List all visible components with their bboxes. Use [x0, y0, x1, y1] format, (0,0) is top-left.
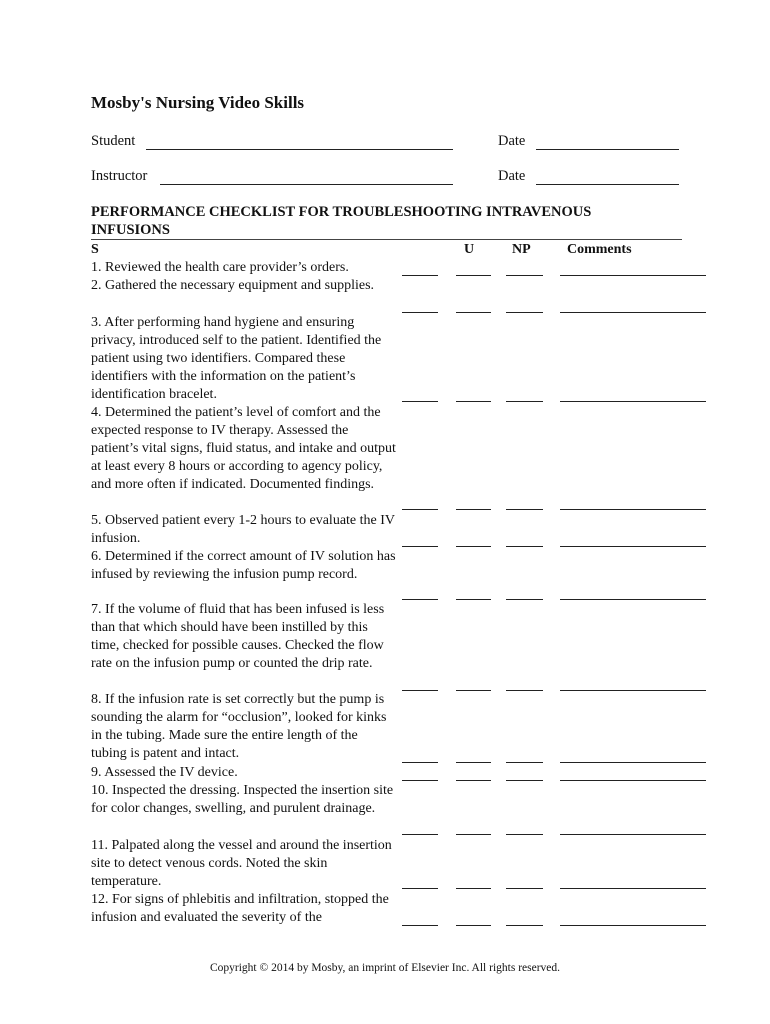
s-blank[interactable]: [402, 690, 438, 691]
np-blank[interactable]: [506, 925, 543, 926]
u-blank[interactable]: [456, 780, 491, 781]
s-blank[interactable]: [402, 546, 438, 547]
u-blank[interactable]: [456, 690, 491, 691]
checklist-step: 5. Observed patient every 1-2 hours to evaluate the IV infusion.: [91, 513, 395, 546]
np-blank[interactable]: [506, 888, 543, 889]
u-blank[interactable]: [456, 509, 491, 510]
student-field[interactable]: [146, 149, 453, 150]
date-label: Date: [498, 168, 526, 184]
student-label: Student: [91, 133, 136, 149]
column-header-np: NP: [512, 242, 531, 257]
u-blank[interactable]: [456, 762, 491, 763]
instructor-field[interactable]: [160, 184, 453, 185]
comments-blank[interactable]: [560, 780, 706, 781]
u-blank[interactable]: [456, 401, 491, 402]
instructor-label: Instructor: [91, 168, 148, 184]
comments-blank[interactable]: [560, 599, 706, 600]
page-title: Mosby's Nursing Video Skills: [91, 93, 305, 112]
checklist-step: 11. Palpated along the vessel and around the insertion site to detect venous cords. Noted the skin temperature.: [91, 838, 392, 889]
np-blank[interactable]: [506, 401, 543, 402]
checklist-step: 1. Reviewed the health care provider’s orders.: [91, 260, 349, 275]
u-blank[interactable]: [456, 888, 491, 889]
u-blank[interactable]: [456, 834, 491, 835]
np-blank[interactable]: [506, 312, 543, 313]
s-blank[interactable]: [402, 312, 438, 313]
date-label: Date: [498, 133, 526, 149]
comments-blank[interactable]: [560, 509, 706, 510]
copyright-footer: Copyright © 2014 by Mosby, an imprint of Elsevier Inc. All rights reserved.: [209, 962, 561, 974]
comments-blank[interactable]: [560, 312, 706, 313]
s-blank[interactable]: [402, 925, 438, 926]
column-header-comments: Comments: [567, 242, 632, 257]
checklist-step: 10. Inspected the dressing. Inspected the insertion site for color changes, swelling, and purulent drainage.: [91, 783, 394, 816]
s-blank[interactable]: [402, 780, 438, 781]
s-blank[interactable]: [402, 834, 438, 835]
comments-blank[interactable]: [560, 275, 706, 276]
column-header-s: S: [91, 242, 99, 257]
student-date-field[interactable]: [536, 149, 679, 150]
comments-blank[interactable]: [560, 834, 706, 835]
comments-blank[interactable]: [560, 546, 706, 547]
checklist-step: 6. Determined if the correct amount of IV solution has infused by reviewing the infusion pump record.: [91, 549, 396, 582]
s-blank[interactable]: [402, 509, 438, 510]
comments-blank[interactable]: [560, 925, 706, 926]
column-header-u: U: [464, 242, 475, 257]
s-blank[interactable]: [402, 275, 438, 276]
s-blank[interactable]: [402, 599, 438, 600]
np-blank[interactable]: [506, 509, 543, 510]
u-blank[interactable]: [456, 546, 491, 547]
heading-rule: [91, 239, 682, 240]
instructor-date-field[interactable]: [536, 184, 679, 185]
comments-blank[interactable]: [560, 888, 706, 889]
u-blank[interactable]: [456, 275, 491, 276]
u-blank[interactable]: [456, 599, 491, 600]
checklist-step: 7. If the volume of fluid that has been infused is less than that which should have been instilled by this time, checked for possible causes. Checked the flow rate on the infusion pump or counted the drip rate.: [91, 602, 385, 671]
checklist-step: 3. After performing hand hygiene and ensuring privacy, introduced self to the patient. Identified the patient using two identifiers. Compared these identifiers with the information on the patient’s identification bracelet.: [91, 315, 382, 402]
checklist-step: 8. If the infusion rate is set correctly but the pump is sounding the alarm for “occlusion”, looked for kinks in the tubing. Made sure the entire length of the tubing is patent and intact.: [91, 692, 387, 761]
s-blank[interactable]: [402, 762, 438, 763]
np-blank[interactable]: [506, 275, 543, 276]
checklist-heading: [91, 203, 691, 239]
comments-blank[interactable]: [560, 762, 706, 763]
checklist-step: 12. For signs of phlebitis and infiltration, stopped the infusion and evaluated the severity of the: [91, 892, 389, 925]
u-blank[interactable]: [456, 925, 491, 926]
checklist-heading-line1: PERFORMANCE CHECKLIST FOR TROUBLESHOOTING INTRAVENOUS: [91, 204, 592, 220]
np-blank[interactable]: [506, 762, 543, 763]
u-blank[interactable]: [456, 312, 491, 313]
np-blank[interactable]: [506, 780, 543, 781]
checklist-step: 2. Gathered the necessary equipment and supplies.: [91, 278, 375, 293]
s-blank[interactable]: [402, 888, 438, 889]
comments-blank[interactable]: [560, 690, 706, 691]
np-blank[interactable]: [506, 546, 543, 547]
np-blank[interactable]: [506, 690, 543, 691]
np-blank[interactable]: [506, 834, 543, 835]
checklist-step: 9. Assessed the IV device.: [91, 765, 238, 780]
comments-blank[interactable]: [560, 401, 706, 402]
s-blank[interactable]: [402, 401, 438, 402]
checklist-step: 4. Determined the patient’s level of comfort and the expected response to IV therapy. Assessed the patient’s vital signs, fluid status, and intake and output at least every 8 hours or according to agency policy, and more often if indicated. Documented findings.: [91, 405, 396, 492]
checklist-heading-line2: INFUSIONS: [91, 222, 170, 238]
np-blank[interactable]: [506, 599, 543, 600]
